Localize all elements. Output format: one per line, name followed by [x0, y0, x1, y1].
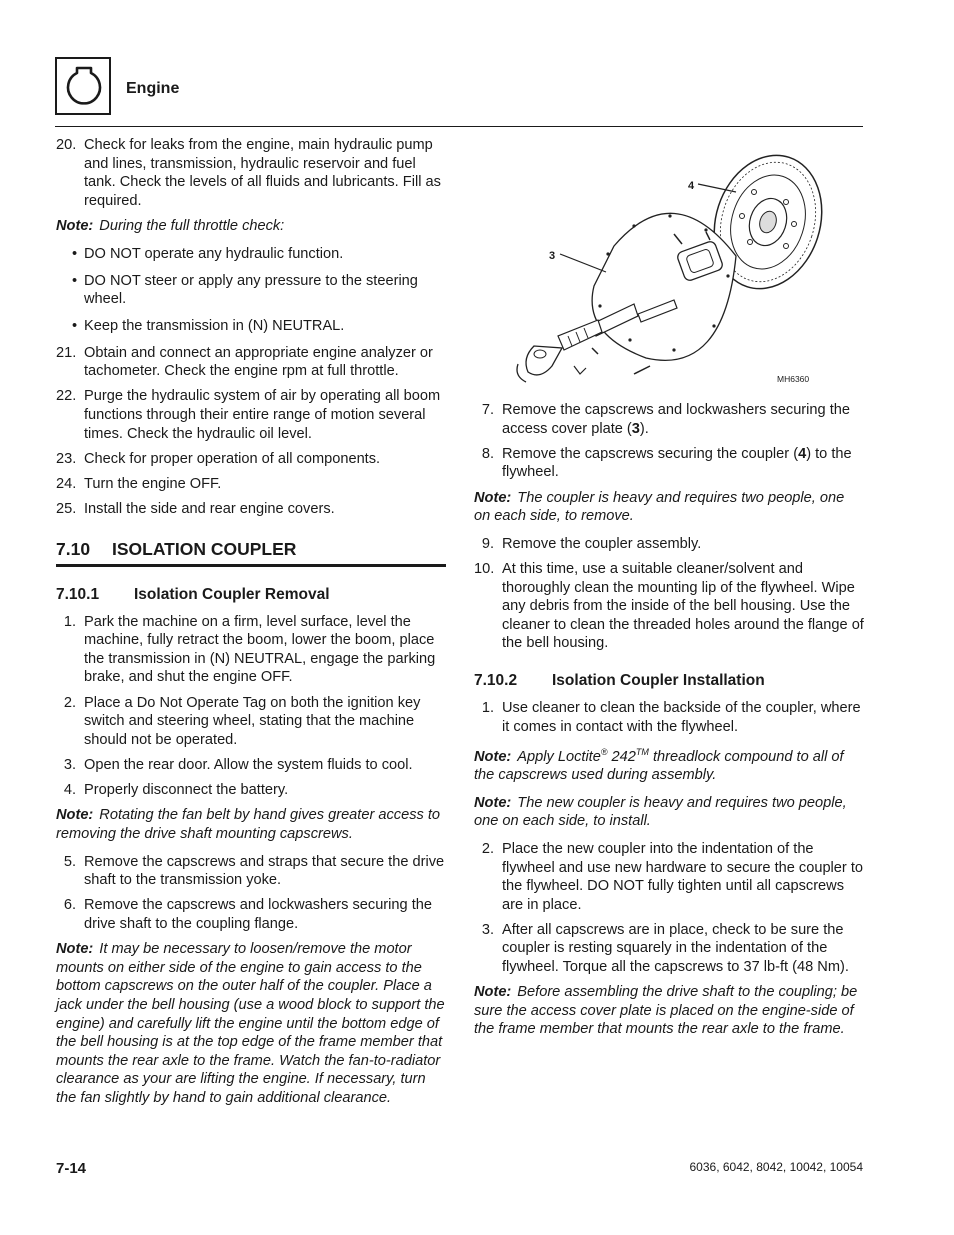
figure-code: MH6360	[777, 374, 810, 384]
note-full-throttle: Note: During the full throttle check:	[56, 217, 285, 234]
removal-step-9: 9. Remove the coupler assembly.	[481, 535, 702, 552]
install-step-3: 3. After all capscrews are in place, check to be sure the coupler is resting squarely in the indentation of the flywheel. Torque all the capscrews to 37 lb-ft (48 Nm).	[481, 921, 849, 976]
step-22: 22. Purge the hydraulic system of air by operating all boom functions through their entire range of motion several times. Check the hydraulic oil level.	[56, 388, 441, 442]
right-column	[474, 136, 864, 1048]
engine-section-icon	[55, 57, 111, 115]
step-21: 21. Obtain and connect an appropriate engine analyzer or tachometer. Check the engine rpm at full throttle.	[56, 344, 433, 380]
removal-step-4: 4. Properly disconnect the battery.	[63, 782, 289, 799]
removal-step-1: 1. Park the machine on a firm, level surface, level the machine, fully retract the boom, lower the boom, place the transmission in (N) NEUTRAL, engage the parking brake, and shut the engine OFF.	[63, 613, 436, 686]
bullet-item: • DO NOT steer or apply any pressure to the steering wheel.	[72, 272, 418, 307]
removal-step-5: 5. Remove the capscrews and straps that secure the drive shaft to the transmission yoke.	[63, 853, 445, 889]
note-coupler-heavy-install: Note: The new coupler is heavy and requires two people, one on each side, to install.	[474, 794, 847, 830]
step-24: 24. Turn the engine OFF.	[56, 475, 222, 492]
header-divider	[55, 126, 863, 127]
removal-step-7: 7. Remove the capscrews and lockwashers securing the access cover plate (3).	[481, 402, 850, 437]
note-motor-mounts: Note: It may be necessary to loosen/remove the motor mounts on either side of the engine to gain access to the bottom capscrews on the outer half of the coupler. Place a jack under the bell housing (use a wood block to support the engine) and carefully lift the engine until the bottom edge of the bell housing is at the top edge of the frame member that mounts the rear axle to the frame. Watch the fan-to-radiator clearance as your are lifting the engine. If necessary, turn the fan slightly by hand to gain additional clearance.	[56, 941, 445, 1106]
removal-step-2: 2. Place a Do Not Operate Tag on both the ignition key switch and steering wheel, stating that the machine should not be operated.	[63, 694, 421, 748]
note-drive-shaft-assembly: Note: Before assembling the drive shaft to the coupling; be sure the access cover plate is placed on the engine-side of the frame member that mounts the rear axle to the frame.	[474, 984, 858, 1038]
install-step-1: 1. Use cleaner to clean the backside of the coupler, where it comes in contact with the flywheel.	[481, 699, 861, 735]
removal-step-6: 6. Remove the capscrews and lockwashers securing the drive shaft to the coupling flange.	[63, 897, 432, 932]
step-25: 25. Install the side and rear engine covers.	[56, 501, 335, 518]
removal-step-3: 3. Open the rear door. Allow the system fluids to cool.	[63, 757, 413, 774]
coupler-figure	[474, 136, 864, 394]
engine-outline-icon	[63, 64, 105, 108]
section-heading: 7.10 ISOLATION COUPLER	[56, 539, 446, 567]
callout-3-leader	[560, 254, 606, 272]
callout-4-label: 4	[688, 180, 695, 192]
page-number: 7-14	[56, 1160, 87, 1177]
note-loctite: Note: Apply Loctite® 242™ threadlock compound to all of the capscrews used during assembly.	[474, 746, 844, 784]
coupler-exploded-illustration	[474, 136, 864, 394]
subsection-heading-removal: 7.10.1 Isolation Coupler Removal	[56, 585, 330, 603]
note-coupler-heavy-remove: Note: The coupler is heavy and requires two people, one on each side, to remove.	[474, 489, 845, 525]
removal-step-8: 8. Remove the capscrews securing the coupler (4) to the flywheel.	[481, 445, 852, 481]
model-list: 6036, 6042, 8042, 10042, 10054	[689, 1160, 863, 1174]
step-23: 23. Check for proper operation of all components.	[56, 450, 381, 467]
bullet-item: • Keep the transmission in (N) NEUTRAL.	[72, 317, 345, 334]
cover-plate-drawing	[592, 213, 736, 360]
left-column	[56, 136, 446, 1117]
install-step-2: 2. Place the new coupler into the indentation of the flywheel and use new hardware to secure the coupler to the flywheel. DO NOT fully tighten until all capscrews are in place.	[481, 840, 864, 913]
note-fan-belt: Note: Rotating the fan belt by hand gives greater access to removing the drive shaft mounting capscrews.	[56, 807, 441, 842]
header-title: Engine	[126, 80, 180, 97]
subsection-heading-installation: 7.10.2 Isolation Coupler Installation	[474, 671, 765, 689]
callout-3-label: 3	[549, 250, 556, 262]
removal-step-10: 10. At this time, use a suitable cleaner/solvent and thoroughly clean the mounting lip of the flywheel. Wipe any debris from the inside of the bell housing. Use the cleaner to clean the threaded holes around the flange of the bell housing.	[474, 560, 864, 652]
bullet-item: • DO NOT operate any hydraulic function.	[72, 245, 344, 262]
step-20: 20. Check for leaks from the engine, main hydraulic pump and lines, transmission, hydraulic reservoir and fuel tank. Check the levels of all fluids and lubricants. Fill as required.	[56, 137, 441, 209]
